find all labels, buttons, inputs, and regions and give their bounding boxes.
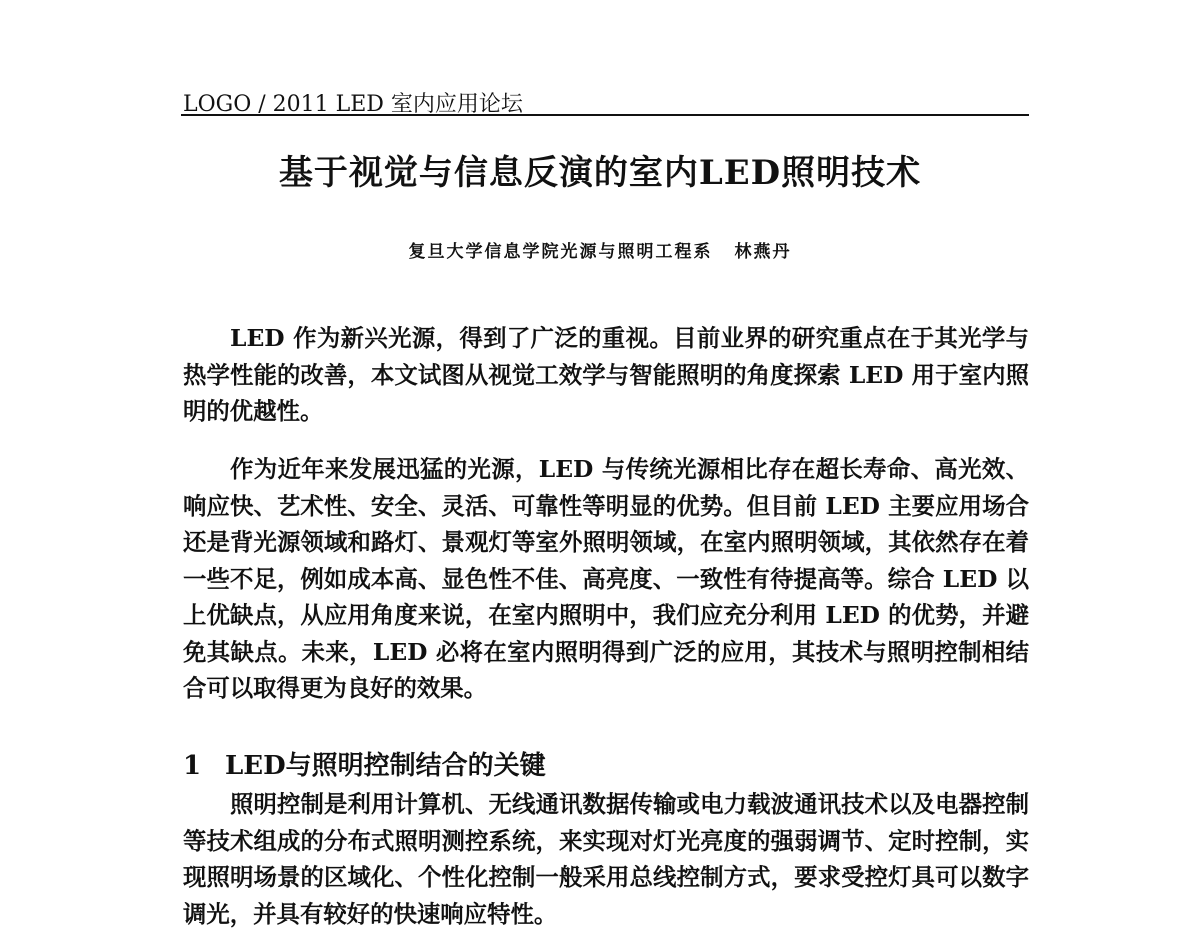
author-name: 林燕丹 xyxy=(734,242,792,262)
author-line xyxy=(0,237,1200,262)
affiliation: 复旦大学信息学院光源与照明工程系 xyxy=(408,242,713,262)
header-rule xyxy=(181,114,1029,116)
paragraph-advantages: 作为近年来发展迅猛的光源，LED 与传统光源相比存在超长寿命、高光效、响应快、艺术性、安全、灵活、可靠性等明显的优势。但目前 LED 主要应用场合还是背光源领域和路灯、景观灯等室外照明领域，在室内照明领域，其依然存在着一些不足，例如成本高、显色性不佳、高亮度、一致性有待提高等。综合 LED 以上优缺点，从应用角度来说，在室内照明中，我们应充分利用 LED 的优势，并避免其缺点。未来，LED 必将在室内照明得到广泛的应用，其技术与照明控制相结合可以取得更为良好的效果。 xyxy=(183,455,1029,702)
section-title: LED与照明控制结合的关键 xyxy=(225,751,546,781)
paragraph-section1: 照明控制是利用计算机、无线通讯数据传输或电力载波通讯技术以及电器控制等技术组成的分布式照明测控系统，来实现对灯光亮度的强弱调节、定时控制，实现照明场景的区域化、个性化控制一般采用总线控制方式，要求受控灯具可以数字调光，并具有较好的快速响应特性。 xyxy=(183,790,1029,928)
paper-title: 基于视觉与信息反演的室内LED照明技术 xyxy=(278,153,922,193)
running-header: LOGO / 2011 LED 室内应用论坛 xyxy=(183,92,523,117)
paragraph-intro: LED 作为新兴光源，得到了广泛的重视。目前业界的研究重点在于其光学与热学性能的改善，本文试图从视觉工效学与智能照明的角度探索 LED 用于室内照明的优越性。 xyxy=(183,324,1029,425)
section-heading xyxy=(183,745,546,782)
section-number: 1 xyxy=(183,751,202,781)
